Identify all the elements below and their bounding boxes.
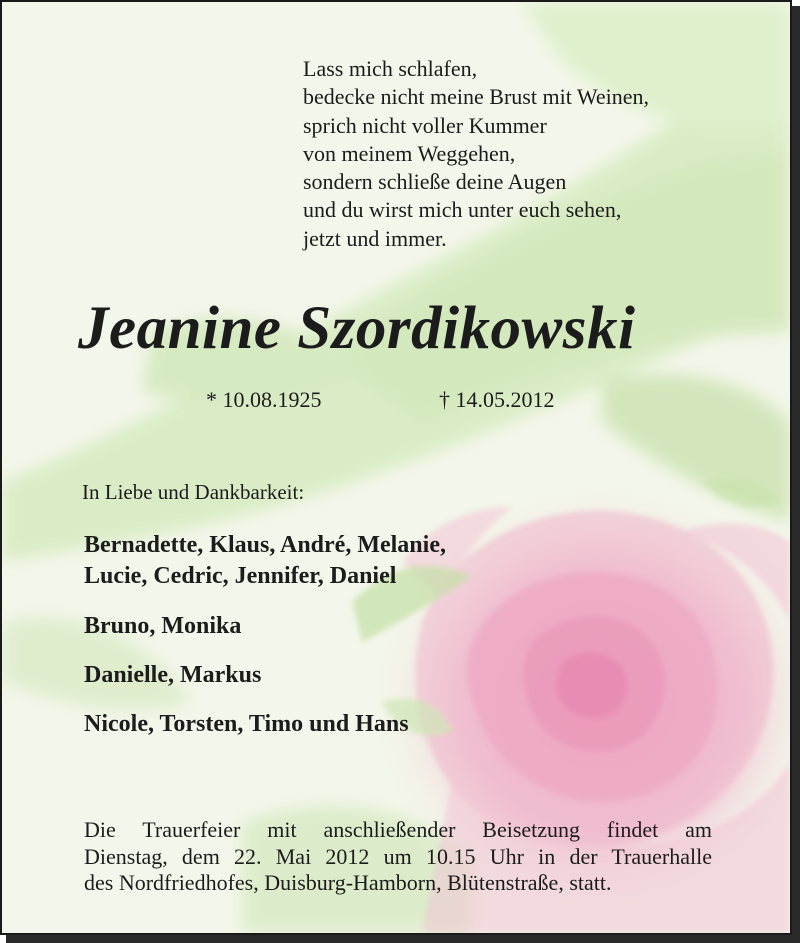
funeral-line: Dienstag, dem 22. Mai 2012 um 10.15 Uhr in der Trauerhalle (84, 843, 712, 869)
frame-shadow-bottom (6, 935, 800, 943)
mourners-intro: In Liebe und Dankbarkeit: (82, 480, 305, 504)
poem-line: Lass mich schlafen, (303, 56, 478, 81)
poem-line: und du wirst mich unter euch sehen, (303, 197, 622, 223)
deceased-name: Jeanine Szordikowski (78, 295, 636, 362)
funeral-announcement (84, 817, 712, 897)
poem-line: bedecke nicht meine Brust mit Weinen, (303, 84, 650, 110)
poem-verse (303, 55, 649, 253)
funeral-line: des Nordfriedhofes, Duisburg-Hamborn, Blütenstraße, statt. (84, 870, 612, 895)
death-date: † 14.05.2012 (439, 387, 555, 412)
mourners-group (84, 530, 446, 592)
mourners-line: Lucie, Cedric, Jennifer, Daniel (84, 563, 397, 589)
frame-shadow-right (792, 6, 800, 943)
birth-date: * 10.08.1925 (206, 387, 322, 412)
mourners-group: Nicole, Torsten, Timo und Hans (84, 711, 409, 737)
poem-line: jetzt und immer. (303, 225, 447, 251)
mourners-line: Bernadette, Klaus, André, Melanie, (84, 532, 446, 558)
poem-line: von meinem Weggehen, (303, 140, 516, 166)
funeral-line: Die Trauerfeier mit anschließender Beisetzung findet am (84, 817, 712, 842)
mourners-group: Danielle, Markus (84, 662, 262, 688)
poem-line: sondern schließe deine Augen (303, 169, 567, 195)
mourners-group: Bruno, Monika (84, 613, 242, 639)
poem-line: sprich nicht voller Kummer (303, 112, 547, 138)
